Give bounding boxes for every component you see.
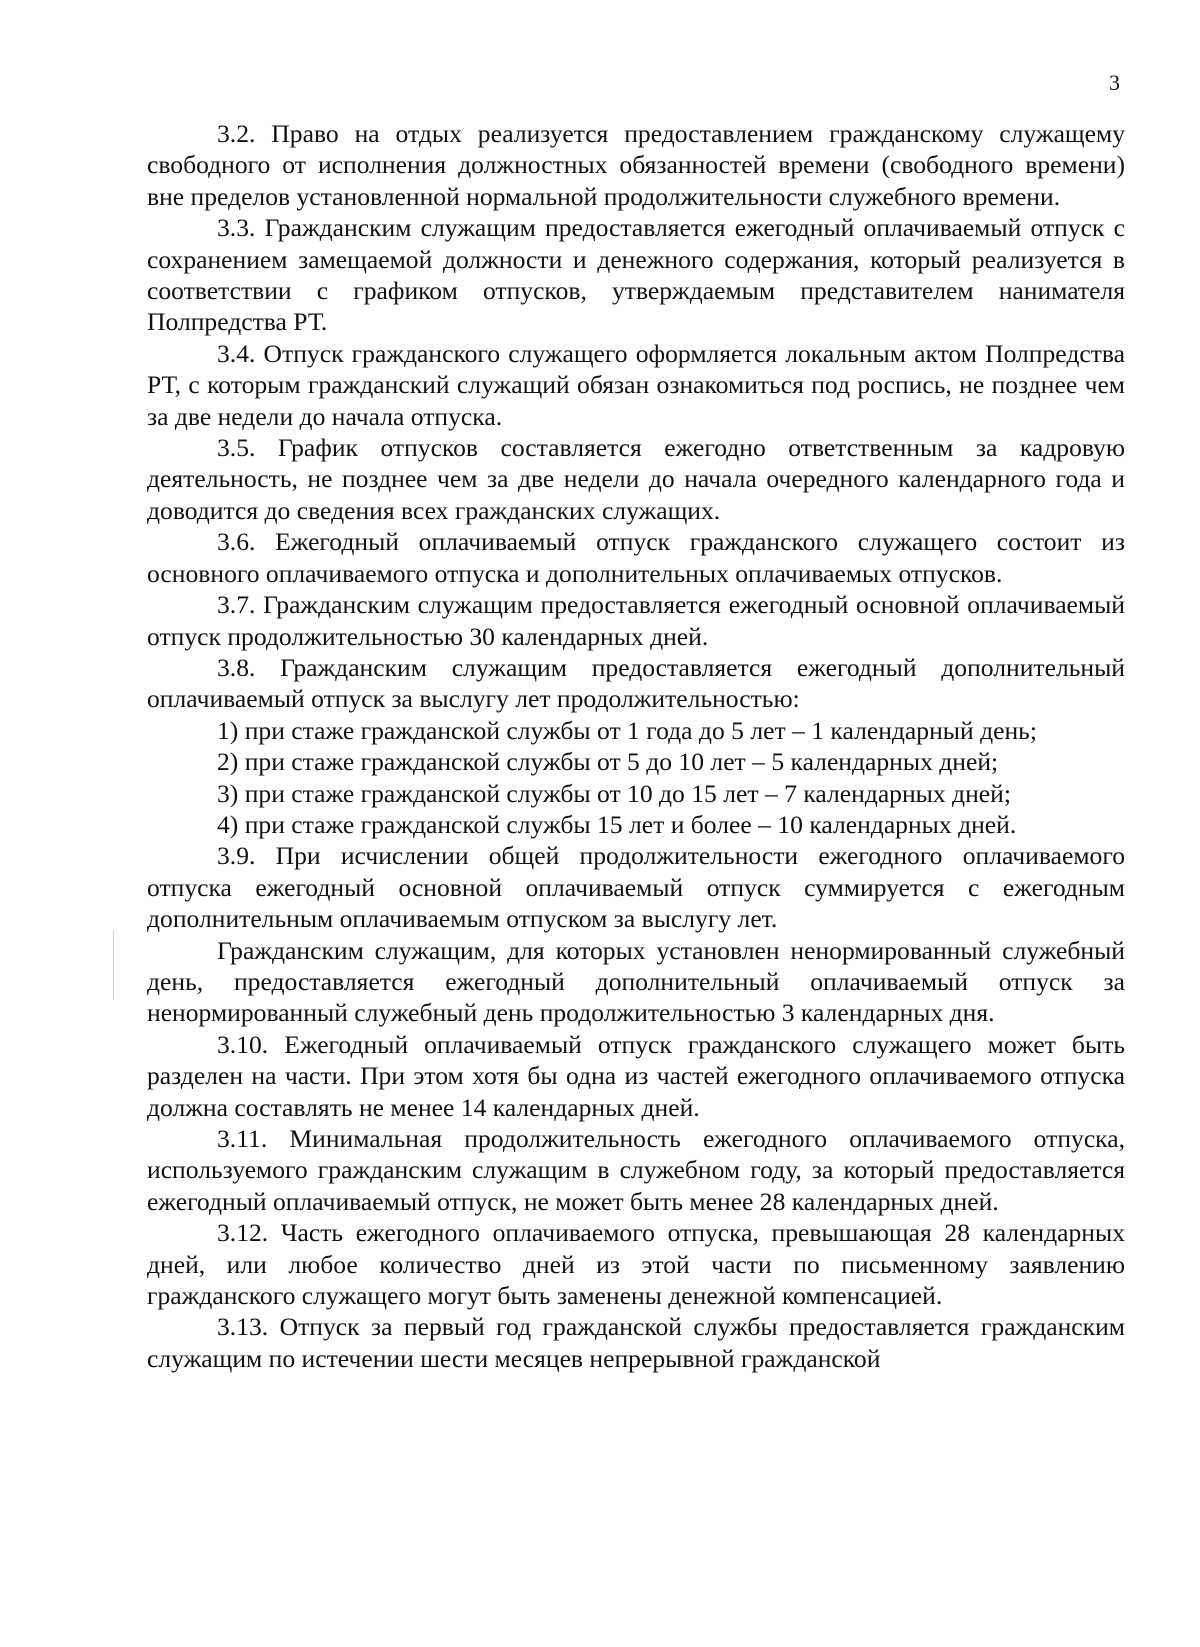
paragraph-3-9: 3.9. При исчислении общей продолжительности ежегодного оплачиваемого отпуска ежегодный основной оплачиваемый отпуск суммируется с ежегодным дополнительным оплачиваемым отпуском за выслугу лет.	[147, 841, 1125, 934]
paragraph-3-13: 3.13. Отпуск за первый год гражданской службы предоставляется гражданским служащим по истечении шести месяцев непрерывной гражданской	[147, 1312, 1125, 1373]
list-item-4: 4) при стаже гражданской службы 15 лет и более – 10 календарных дней.	[217, 809, 1017, 839]
paragraph-3-8: 3.8. Гражданским служащим предоставляется ежегодный дополнительный оплачиваемый отпуск за выслугу лет продолжительностью:	[147, 652, 1125, 714]
scan-edge-mark	[113, 930, 114, 1000]
paragraph-3-12: 3.12. Часть ежегодного оплачиваемого отпуска, превышающая 28 календарных дней, или любое количество дней из этой части по письменному заявлению гражданского служащего могут быть заменены денежной компенсацией.	[147, 1218, 1125, 1311]
paragraph-3-5: 3.5. График отпусков составляется ежегодно ответственным за кадровую деятельность, не позднее чем за две недели до начала очередного календарного года и доводится до сведения всех гражданских служащих.	[147, 433, 1125, 525]
paragraph-3-3: 3.3. Гражданским служащим предоставляется ежегодный оплачиваемый отпуск с сохранением замещаемой должности и денежного содержания, который реализуется в соответствии с графиком отпусков, утверждаемым представителем нанимателя Полпредства РТ.	[147, 213, 1125, 337]
list-item-2: 2) при стаже гражданской службы от 5 до 10 лет – 5 календарных дней;	[217, 747, 999, 777]
paragraph-3-7: 3.7. Гражданским служащим предоставляется ежегодный основной оплачиваемый отпуск продолжительностью 30 календарных дней.	[147, 590, 1125, 651]
paragraph-3-6: 3.6. Ежегодный оплачиваемый отпуск гражданского служащего состоит из основного оплачиваемого отпуска и дополнительных оплачиваемых отпусков.	[147, 527, 1125, 588]
paragraph-3-9-continued: Гражданским служащим, для которых установлен ненормированный служебный день, предоставляется ежегодный дополнительный оплачиваемый отпуск за ненормированный служебный день продолжительностью 3 календарных дня.	[147, 935, 1125, 1028]
list-item-3: 3) при стаже гражданской службы от 10 до 15 лет – 7 календарных дней;	[217, 778, 1011, 808]
list-item-1: 1) при стаже гражданской службы от 1 года до 5 лет – 1 календарный день;	[217, 715, 1037, 745]
document-body	[147, 118, 1125, 1374]
paragraph-3-11: 3.11. Минимальная продолжительность ежегодного оплачиваемого отпуска, используемого гражданским служащим в служебном году, за который предоставляется ежегодный оплачиваемый отпуск, не может быть менее 28 календарных дней.	[147, 1124, 1125, 1216]
paragraph-3-4: 3.4. Отпуск гражданского служащего оформляется локальным актом Полпредства РТ, с которым гражданский служащий обязан ознакомиться под роспись, не позднее чем за две недели до начала отпуска.	[147, 338, 1125, 431]
paragraph-3-2: 3.2. Право на отдых реализуется предоставлением гражданскому служащему свободного от исполнения должностных обязанностей времени (свободного времени) вне пределов установленной нормальной продолжительности служебного времени.	[147, 119, 1125, 211]
paragraph-3-10: 3.10. Ежегодный оплачиваемый отпуск гражданского служащего может быть разделен на части. При этом хотя бы одна из частей ежегодного оплачиваемого отпуска должна составлять не менее 14 календарных дней.	[147, 1029, 1125, 1122]
page-number: 3	[1109, 70, 1120, 95]
